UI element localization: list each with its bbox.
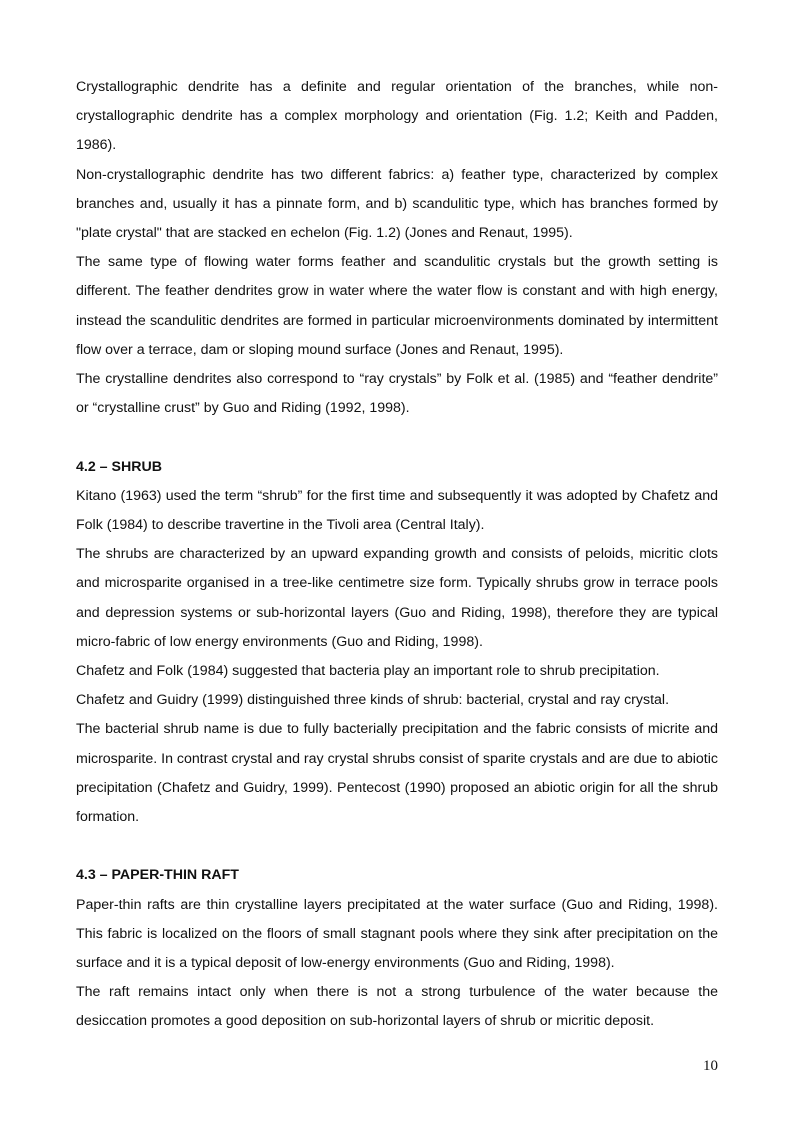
section-shrub (76, 453, 718, 833)
paragraph: The shrubs are characterized by an upward expanding growth and consists of peloids, micritic clots and microsparite organised in a tree-like centimetre size form. Typically shrubs grow in terrace pools and depression systems or sub-horizontal layers (Guo and Riding, 1998), therefore they are typical micro-fabric of low energy environments (Guo and Riding, 1998). (76, 546, 718, 650)
paragraph: Crystallographic dendrite has a definite and regular orientation of the branches, while non-crystallographic dendrite has a complex morphology and orientation (Fig. 1.2; Keith and Padden, 1986). (76, 79, 718, 154)
paragraph: Chafetz and Folk (1984) suggested that bacteria play an important role to shrub precipitation. (76, 663, 660, 680)
paragraph: Kitano (1963) used the term “shrub” for the first time and subsequently it was adopted by Chafetz and Folk (1984) to describe travertine in the Tivoli area (Central Italy). (76, 487, 718, 534)
paragraph: The crystalline dendrites also correspond to “ray crystals” by Folk et al. (1985) and “feather dendrite” or “crystalline crust” by Guo and Riding (1992, 1998). (76, 371, 718, 417)
section-spacer (76, 832, 718, 861)
page-number: 10 (703, 1058, 718, 1074)
section-heading-shrub: 4.2 – SHRUB (76, 458, 162, 475)
section-spacer (76, 423, 718, 452)
section-paper-thin-raft (76, 861, 718, 1036)
paragraph: Chafetz and Guidry (1999) distinguished three kinds of shrub: bacterial, crystal and ray crystal. (76, 692, 670, 709)
section-dendrite-text (76, 73, 718, 423)
paragraph: The raft remains intact only when there is not a strong turbulence of the water because the desiccation promotes a good deposition on sub-horizontal layers of shrub or micritic deposit. (76, 984, 718, 1030)
paragraph: The bacterial shrub name is due to fully bacterially precipitation and the fabric consists of micrite and microsparite. In contrast crystal and ray crystal shrubs consist of sparite crystals and are due to abiotic precipitation (Chafetz and Guidry, 1999). Pentecost (1990) proposed an abiotic origin for all the shrub formation. (76, 721, 718, 826)
page-body (76, 73, 718, 1037)
paragraph: The same type of flowing water forms feather and scandulitic crystals but the growth setting is different. The feather dendrites grow in water where the water flow is constant and with high energy, instead the scandulitic dendrites are formed in particular microenvironments dominated by intermittent flow over a terrace, dam or sloping mound surface (Jones and Renaut, 1995). (76, 254, 718, 358)
section-heading-raft: 4.3 – PAPER-THIN RAFT (76, 867, 239, 884)
paragraph: Paper-thin rafts are thin crystalline layers precipitated at the water surface (Guo and Riding, 1998). This fabric is localized on the floors of small stagnant pools where they sink after precipitation on the surface and it is a typical deposit of low-energy environments (Guo and Riding, 1998). (76, 896, 718, 972)
paragraph: Non-crystallographic dendrite has two different fabrics: a) feather type, characterized by complex branches and, usually it has a pinnate form, and b) scandulitic type, which has branches formed by "plate crystal" that are stacked en echelon (Fig. 1.2) (Jones and Renaut, 1995). (76, 166, 718, 242)
